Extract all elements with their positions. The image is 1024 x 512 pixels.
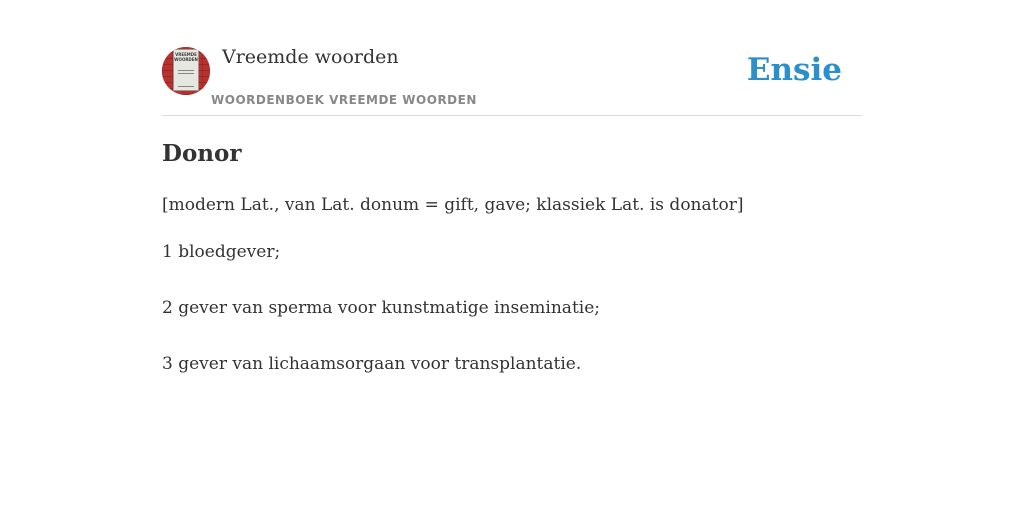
- dictionary-subtitle: WOORDENBOEK VREEMDE WOORDEN: [211, 93, 477, 107]
- definition-item: 3 gever van lichaamsorgaan voor transplantatie.: [162, 354, 582, 374]
- dictionary-avatar[interactable]: [162, 47, 210, 95]
- ensie-logo-link[interactable]: Ensie: [746, 52, 842, 88]
- entry-etymology: [modern Lat., van Lat. donum = gift, gave; klassiek Lat. is donator]: [162, 195, 744, 215]
- book-cover-line: [178, 70, 194, 71]
- entry-term: Donor: [162, 140, 242, 167]
- dictionary-title-link[interactable]: Vreemde woorden: [222, 46, 399, 68]
- page-container: [162, 0, 862, 374]
- site-header: [162, 0, 862, 116]
- book-cover-line: [178, 86, 194, 87]
- book-cover-icon: [173, 49, 199, 91]
- definition-item: 2 gever van sperma voor kunstmatige inseminatie;: [162, 298, 600, 318]
- definition-item: 1 bloedgever;: [162, 242, 281, 262]
- book-cover-title: VREEMDE WOORDEN: [174, 52, 198, 62]
- book-cover-line: [178, 73, 194, 74]
